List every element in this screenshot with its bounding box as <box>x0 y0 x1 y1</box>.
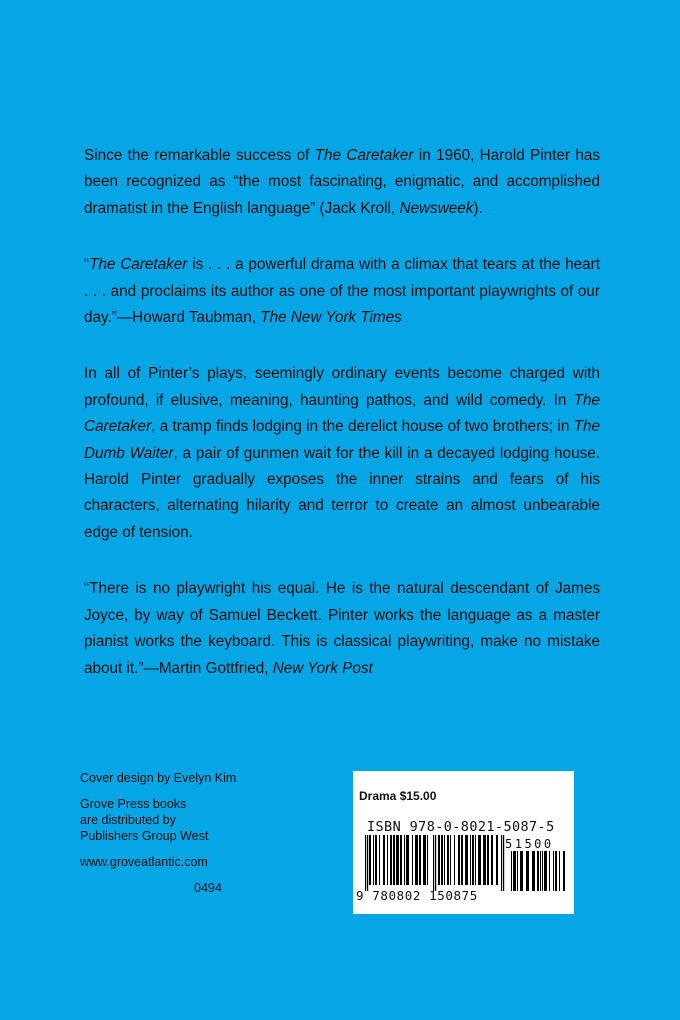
publisher-website: www.groveatlantic.com <box>80 855 208 869</box>
barcode-bar <box>526 851 529 891</box>
barcode-bar <box>555 851 557 891</box>
barcode-bar <box>379 835 380 885</box>
description-paragraph: In all of Pinter’s plays, seemingly ordinary events become charged with profound, if elusive, meaning, haunting pathos, and wild comedy. In The Caretaker, a tramp finds lodging in the derelict house of two brothers; in The Dumb Waiter, a pair of gunmen wait for the kill in a decayed lodging house. Harold Pinter gradually exposes the inner strains and fears of his characters, alternating hilarity and terror to create an almost unbearable edge of tension. <box>84 365 600 541</box>
back-cover-copy <box>84 143 600 712</box>
barcode-bar <box>419 835 421 885</box>
barcode-bar <box>441 835 443 885</box>
barcode-bar <box>433 835 434 891</box>
barcode-bar <box>532 851 535 891</box>
barcode-bar <box>478 835 481 885</box>
barcode-bar <box>511 851 512 891</box>
barcode-bar <box>435 835 436 891</box>
barcode-bar <box>415 835 418 885</box>
barcode-bar <box>427 835 428 885</box>
cover-design-credit: Cover design by Evelyn Kim <box>80 771 237 785</box>
barcode-bar <box>501 835 502 891</box>
barcode-bar <box>465 835 468 885</box>
barcode-bar <box>540 851 541 891</box>
barcode-bar <box>549 851 550 891</box>
barcode-bar <box>450 835 451 885</box>
barcode-bar <box>406 835 409 885</box>
intro-paragraph: Since the remarkable success of The Caretaker in 1960, Harold Pinter has been recognized as “the most fascinating, enigmatic, and accomplished dramatist in the English language” (Jack Kroll, Newsweek). <box>84 147 600 217</box>
barcode-bar <box>537 851 539 891</box>
barcode-bar <box>423 835 426 885</box>
barcode-bar <box>390 835 392 885</box>
barcode-bar <box>483 835 486 885</box>
barcode-bar <box>369 835 371 885</box>
barcode-bar <box>553 851 554 891</box>
category-price: Drama $15.00 <box>359 789 437 803</box>
barcode-bar <box>396 835 399 885</box>
barcode-bar <box>400 835 402 885</box>
barcode-bar <box>517 851 518 891</box>
barcode-bar <box>475 835 476 885</box>
barcode-bar <box>491 835 493 885</box>
barcode-bar <box>513 851 516 891</box>
barcode-digits: 9 780802 150875 <box>356 888 478 903</box>
barcode-bar <box>496 835 498 885</box>
barcode-bar <box>373 835 374 885</box>
barcode-bar <box>461 835 463 885</box>
barcode-bar <box>412 835 413 885</box>
barcode-bar <box>375 835 377 885</box>
barcode-bar <box>472 835 474 885</box>
barcode-bar <box>444 835 445 885</box>
publisher-credits <box>80 770 320 906</box>
barcode-bar <box>367 835 368 891</box>
barcode-bar <box>383 835 385 885</box>
review-quote-gottfried: “There is no playwright his equal. He is the natural descendant of James Joyce, by way of Samuel Beckett. Pinter works the language as a master pianist works the keyboard. This is classical playwriting, make no mistake about it.”—Martin Gottfried, New York Post <box>84 580 600 677</box>
barcode-bar <box>438 835 440 885</box>
barcode-bar <box>559 851 560 891</box>
barcode-bar <box>563 851 565 891</box>
barcode-bar <box>542 851 543 891</box>
barcode-bar <box>520 851 523 891</box>
review-quote-taubman: “The Caretaker is . . . a powerful drama with a climax that tears at the heart . . . and proclaims its author as one of the most important playwrights of our day.”—Howard Taubman, The New York Times <box>84 256 600 327</box>
barcode-addon-digits: 51500 <box>505 837 554 851</box>
product-code: 0494 <box>194 881 222 895</box>
barcode-bar <box>404 835 405 885</box>
barcode-bar <box>487 835 489 885</box>
barcode-bar <box>447 835 449 885</box>
distribution-note: Grove Press books are distributed by Publishers Group West <box>80 797 209 843</box>
barcode-bar <box>454 835 455 885</box>
isbn-number: ISBN 978-0-8021-5087-5 <box>367 819 555 835</box>
barcode-bar <box>458 835 460 885</box>
barcode-bar <box>470 835 471 885</box>
barcode-bar <box>387 835 388 885</box>
barcode-bar <box>544 851 547 891</box>
barcode-bar <box>393 835 395 885</box>
barcode-bar <box>365 835 366 891</box>
barcode-label <box>353 771 574 914</box>
